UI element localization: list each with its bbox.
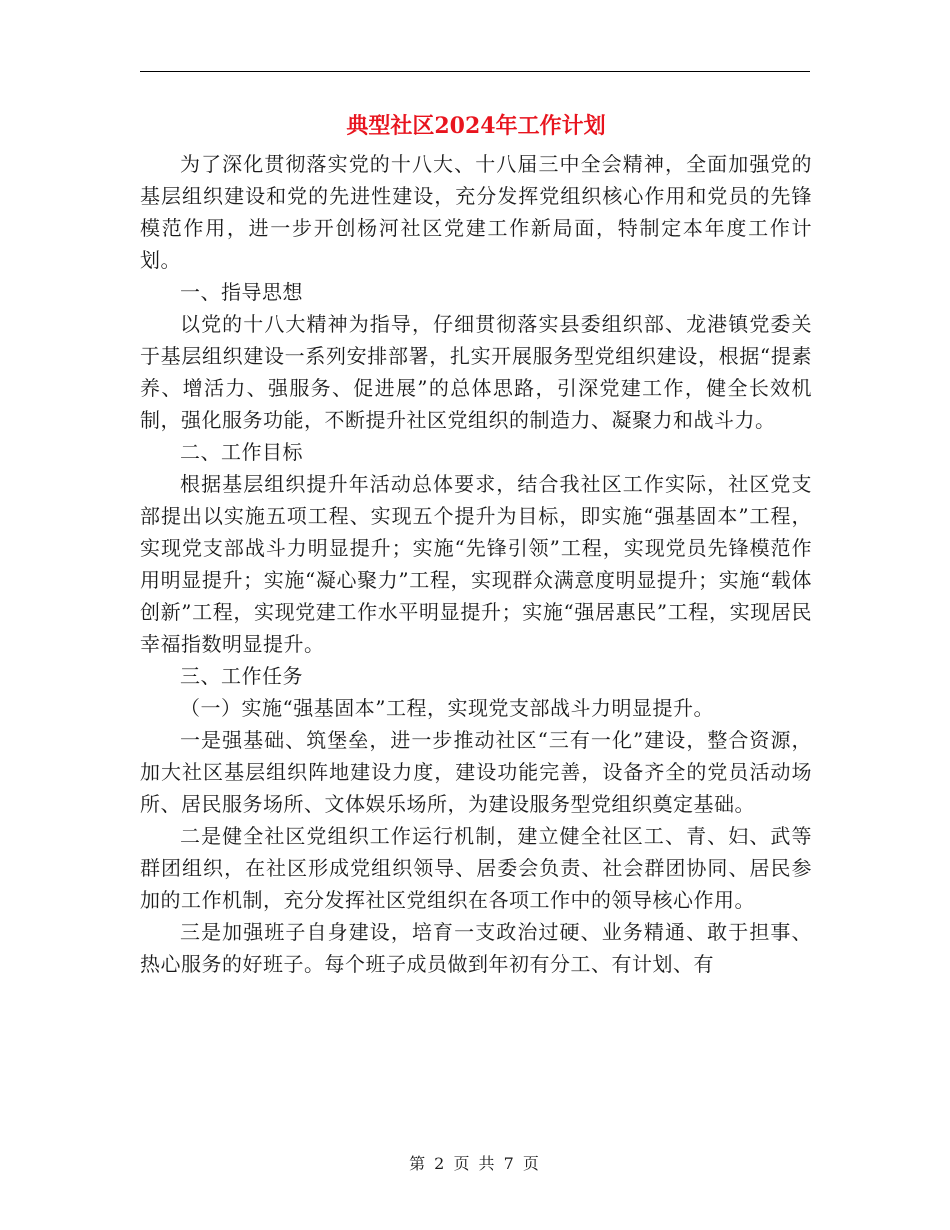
page-number-footer: 第 2 页 共 7 页 [409,1154,541,1173]
paragraph-work-goals: 根据基层组织提升年活动总体要求，结合我社区工作实际，社区党支部提出以实施五项工程、实现五个提升为目标，即实施“强基固本”工程，实现党支部战斗力明显提升；实施“先锋引领”工程，实现党员先锋模范作用明显提升；实施“凝心聚力”工程，实现群众满意度明显提升；实施“载体创新”工程，实现党建工作水平明显提升；实施“强居惠民”工程，实现居民幸福指数明显提升。 [140,472,812,656]
paragraph-task-1-point-2: 二是健全社区党组织工作运行机制，建立健全社区工、青、妇、武等群团组织，在社区形成党组织领导、居委会负责、社会群团协同、居民参加的工作机制，充分发挥社区党组织在各项工作中的领导核心作用。 [140,824,812,912]
paragraph-guiding-ideology: 以党的十八大精神为指导，仔细贯彻落实县委组织部、龙港镇党委关于基层组织建设一系列安排部署，扎实开展服务型党组织建设，根据“提素养、增活力、强服务、促进展”的总体思路，引深党建工作，健全长效机制，强化服务功能，不断提升社区党组织的制造力、凝聚力和战斗力。 [140,312,812,432]
subsection-heading-task-1: （一）实施“强基固本”工程，实现党支部战斗力明显提升。 [180,696,714,720]
paragraph-task-1-point-1: 一是强基础、筑堡垒，进一步推动社区“三有一化”建设，整合资源，加大社区基层组织阵地建设力度，建设功能完善，设备齐全的党员活动场所、居民服务场所、文体娱乐场所，为建设服务型党组织奠定基础。 [140,728,812,816]
section-heading-guiding-ideology: 一、指导思想 [180,280,303,304]
document-body [140,108,812,980]
paragraph-task-1-point-3: 三是加强班子自身建设，培育一支政治过硬、业务精通、敢于担事、热心服务的好班子。每个班子成员做到年初有分工、有计划、有 [140,920,812,976]
document-title: 典型社区2024年工作计划 [346,113,606,139]
section-heading-work-goals: 二、工作目标 [180,440,303,464]
paragraph-intro: 为了深化贯彻落实党的十八大、十八届三中全会精神，全面加强党的基层组织建设和党的先进性建设，充分发挥党组织核心作用和党员的先锋模范作用，进一步开创杨河社区党建工作新局面，特制定本年度工作计划。 [140,152,812,272]
section-heading-work-tasks: 三、工作任务 [180,664,303,688]
header-rule [140,71,810,72]
